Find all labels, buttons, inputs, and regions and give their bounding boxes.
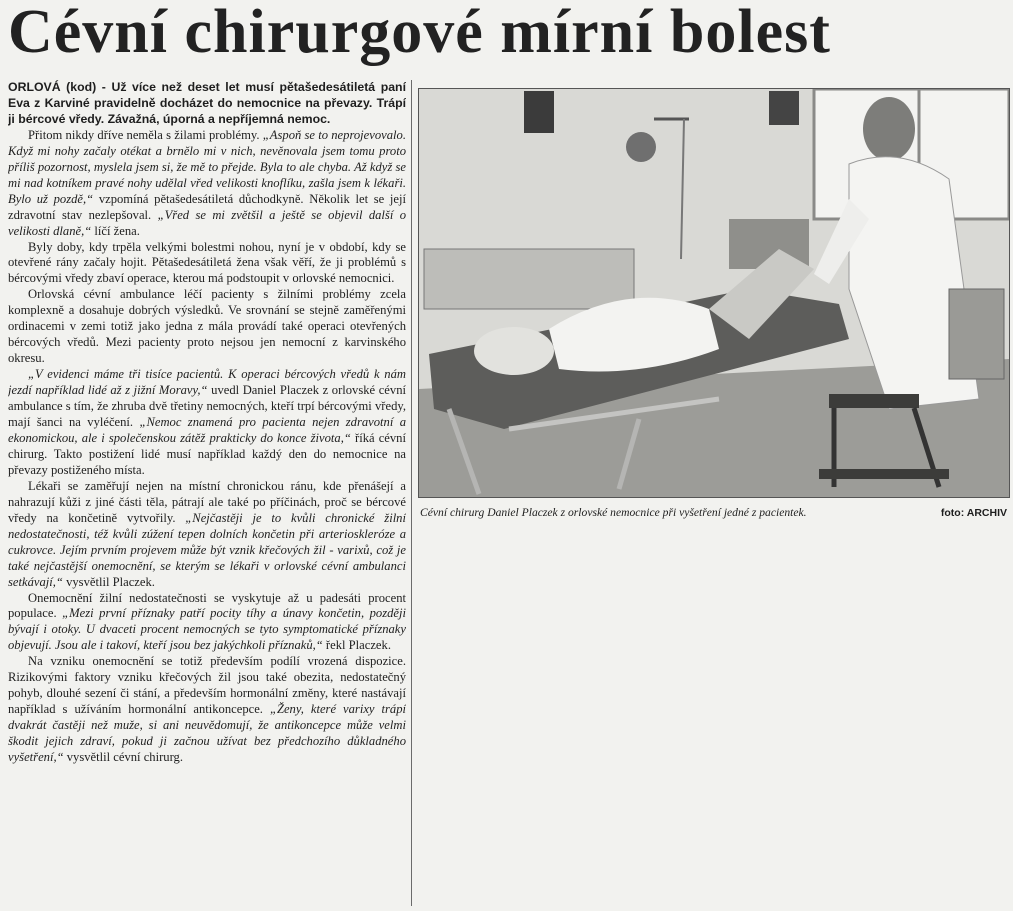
quote-text: „Nemoc znamená pro pacienta nejen zdravotní a ekonomickou, ale i společenskou zátěž prakticky do konce života,“ (8, 415, 406, 445)
body-text: vysvětlil cévní chirurg. (63, 750, 183, 765)
article-photo (418, 88, 1010, 498)
quote-text: „Ženy, které varixy trápí dvakrát častěji než muže, si ani neuvědomují, že antikoncepce může velmi škodit jejich zdraví, pokud ji začnou užívat bez předchozího důkladného vyšetření,“ (8, 702, 406, 765)
quote-text: „Aspoň se to neprojevovalo. Když mi nohy začaly otékat a brnělo mi v nich, nevěnovala jsem tomu proto příliš pozornost, myslela jsem si, že mě to přejde. Byla to ale chyba. Až když se mi nad kotníkem pravé nohy udělal vřed velikosti knoflíku, zašla jsem k lékaři. Bylo už pozdě,“ (8, 127, 406, 206)
article-paragraphs (8, 128, 406, 766)
headline: Cévní chirurgové mírní bolest (8, 0, 831, 66)
column-divider (411, 80, 412, 906)
article-paragraph (8, 367, 406, 479)
photo-credit: foto: ARCHIV (940, 507, 1007, 519)
body-text: Byly doby, kdy trpěla velkými bolestmi nohou, nyní je v období, kdy se otevřené rány začaly hojit. Pětašedesátiletá žena však věří, že ji problémů s bércovými vředy zbaví operace, kterou má podstoupit v orlovské nemocnici. (8, 239, 406, 286)
body-text: vysvětlil Placzek. (62, 574, 155, 589)
body-text: vzpomíná pětašedesátiletá důchodkyně. Několik let se její zdravotní stav nezlepšoval. (8, 191, 406, 222)
body-text: řekl Placzek. (322, 638, 391, 653)
body-text: Na vzniku onemocnění se totiž především podílí vrozená dispozice. Rizikovými faktory vzniku křečových žil jsou také obezita, nedostatečný pohyb, dlouhé sezení či stání, a především hormonální změny, které nastávají například s užíváním hormonální antikoncepce. (8, 654, 406, 717)
article-paragraph (8, 654, 406, 766)
quote-text: „Mezi první příznaky patří pocity tíhy a únavy končetin, později bývají i otoky. U dvaceti procent nemocných se tyto symptomatické příznaky objevují. Jsou ale i takoví, kteří jsou bez jakýchkoli příznaků,“ (8, 606, 406, 653)
quote-text: „Nejčastěji je to kvůli chronické žilní nedostatečnosti, též kvůli zúžení tepen dolních končetin při arterioskleróze a cukrovce. Jejím prvním projevem může být vznik křečových žil - varixů, což je také nejčastější onemocnění, se kterým se lékaři v orlovské cévní ambulanci setkávají,“ (8, 510, 406, 589)
article-paragraph (8, 591, 406, 655)
photo-caption: Cévní chirurg Daniel Placzek z orlovské nemocnice při vyšetření jedné z pacientek. (420, 506, 807, 519)
body-text: líčí žena. (91, 223, 140, 238)
body-text: říká cévní chirurg. Takto postižení lidé musí například každý den do nemocnice na převazy postiženého místa. (8, 430, 406, 477)
article-paragraph (8, 128, 406, 240)
quote-text: „V evidenci máme tři tisíce pacientů. K operaci bércových vředů k nám jezdí například lidé až z jižní Moravy,“ (8, 367, 406, 398)
body-text: Onemocnění žilní nedostatečnosti se vyskytuje až u padesáti procent populace. (8, 590, 406, 621)
quote-text: „Vřed se mi zvětšil a ještě se objevil další o velikosti dlaně,“ (8, 207, 406, 238)
body-text: Přitom nikdy dříve neměla s žilami problémy. (28, 127, 263, 142)
body-text: Orlovská cévní ambulance léčí pacienty s žilními problémy zcela komplexně a dosahuje dobrých výsledků. Ve srovnání se stejně zaměřenými ordinacemi v zemi totiž jako jedna z mála provádí také operaci otevřených bércových vředů. Mezi pacienty proto nejsou jen nemocní z karvinského okresu. (8, 287, 406, 366)
article-body (8, 80, 406, 906)
photo-illustration (419, 89, 1009, 497)
article-paragraph (8, 479, 406, 591)
article-paragraph (8, 240, 406, 288)
body-text: Lékaři se zaměřují nejen na místní chronickou ránu, kde přenášejí a nahrazují kůži z jiné části těla, pátrají ale také po příčinách, proč se bércové vředy na končetině vytvořily. (8, 478, 406, 525)
body-text: uvedl Daniel Placzek z orlovské cévní ambulance s tím, že zhruba dvě třetiny nemocných, kteří trpí bércovými vředy, mají šanci na vyléčení. (8, 383, 406, 430)
article-lead: ORLOVÁ (kod) - Už více než deset let musí pětašedesátiletá paní Eva z Karviné pravidelně docházet do nemocnice na převazy. Trápí ji bércové vředy. Závažná, úporná a nepříjemná nemoc. (8, 80, 406, 126)
article-paragraph (8, 287, 406, 367)
